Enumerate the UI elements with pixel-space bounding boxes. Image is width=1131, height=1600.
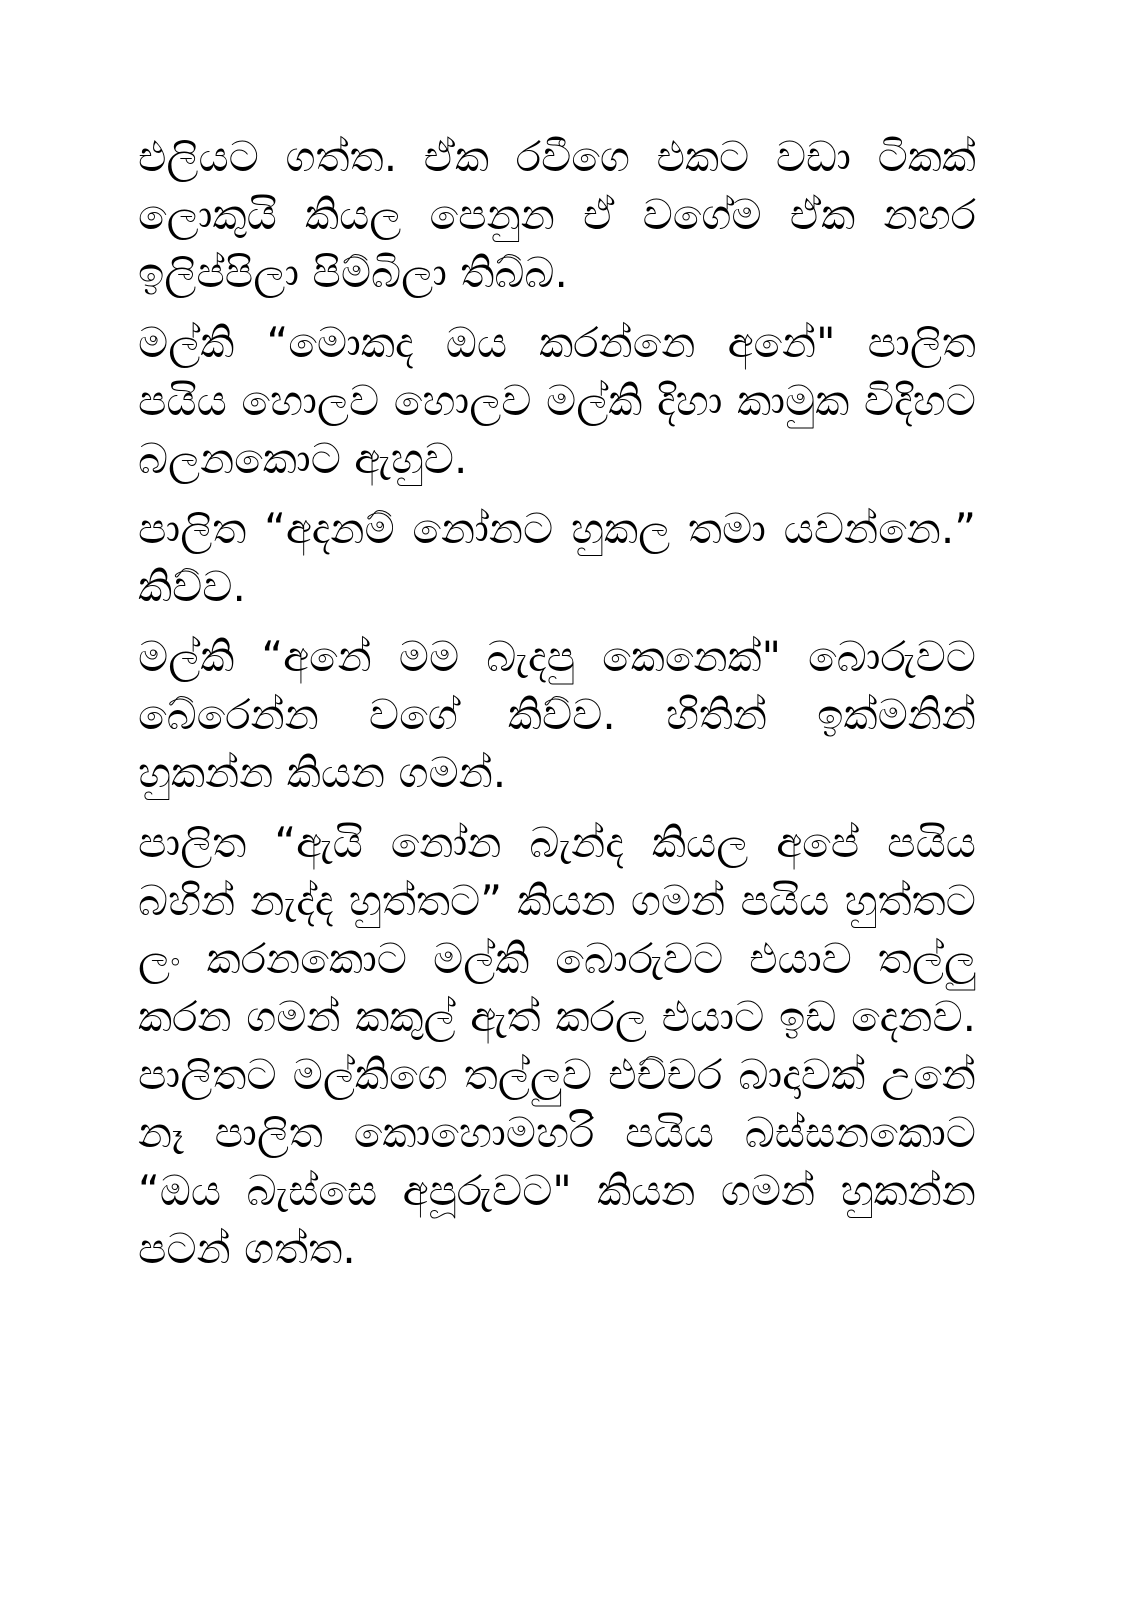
paragraph-1: එලියට ගත්ත. ඒක රවීගෙ එකට වඩා ටිකක් ලොකුයි කියල පෙනුන ඒ වගේම ඒක නහර ඉලිප්පිලා පිම්බිලා තිබ්බ. xyxy=(138,132,976,297)
paragraph-3: පාලිත “අදනම් නෝනට හුකල තමා යවන්නෙ.” කිව්ව. xyxy=(138,504,976,611)
paragraph-2: මල්කි “මොකද ඔය කරන්නෙ අනේ" පාලිත පයිය හොලව හොලව මල්කි දිහා කාමුක විදිහට බලනකොට ඇහුව. xyxy=(138,318,976,483)
paragraph-5: පාලිත “ඇයි නෝන බැන්ද කියල අපේ පයිය බහින් නැද්ද හුත්තට” කියන ගමන් පයිය හුත්තට ලං කරනකොට මල්කි බොරුවට එයාව තල්ලු කරන ගමන් කකුල් ඇත් කරල එයාට ඉඩ දෙනව. පාලිතට මල්කිගෙ තල්ලුව එච්චර බාදාවක් උනේ නෑ පාලිත කොහොමහරි පයිය බස්සනකොට “ඔය බැස්සෙ අපූරුවට" කියන ගමන් හුකන්න පටන් ගත්ත. xyxy=(138,818,976,1273)
body-text xyxy=(138,128,976,1290)
paragraph-4: මල්කි “අනේ මම බැදපු කෙනෙක්" බොරුවට බේරෙන්න වගේ කිව්ව. හිතින් ඉක්මනින් හුකන්න කියන ගමන්. xyxy=(138,632,976,797)
